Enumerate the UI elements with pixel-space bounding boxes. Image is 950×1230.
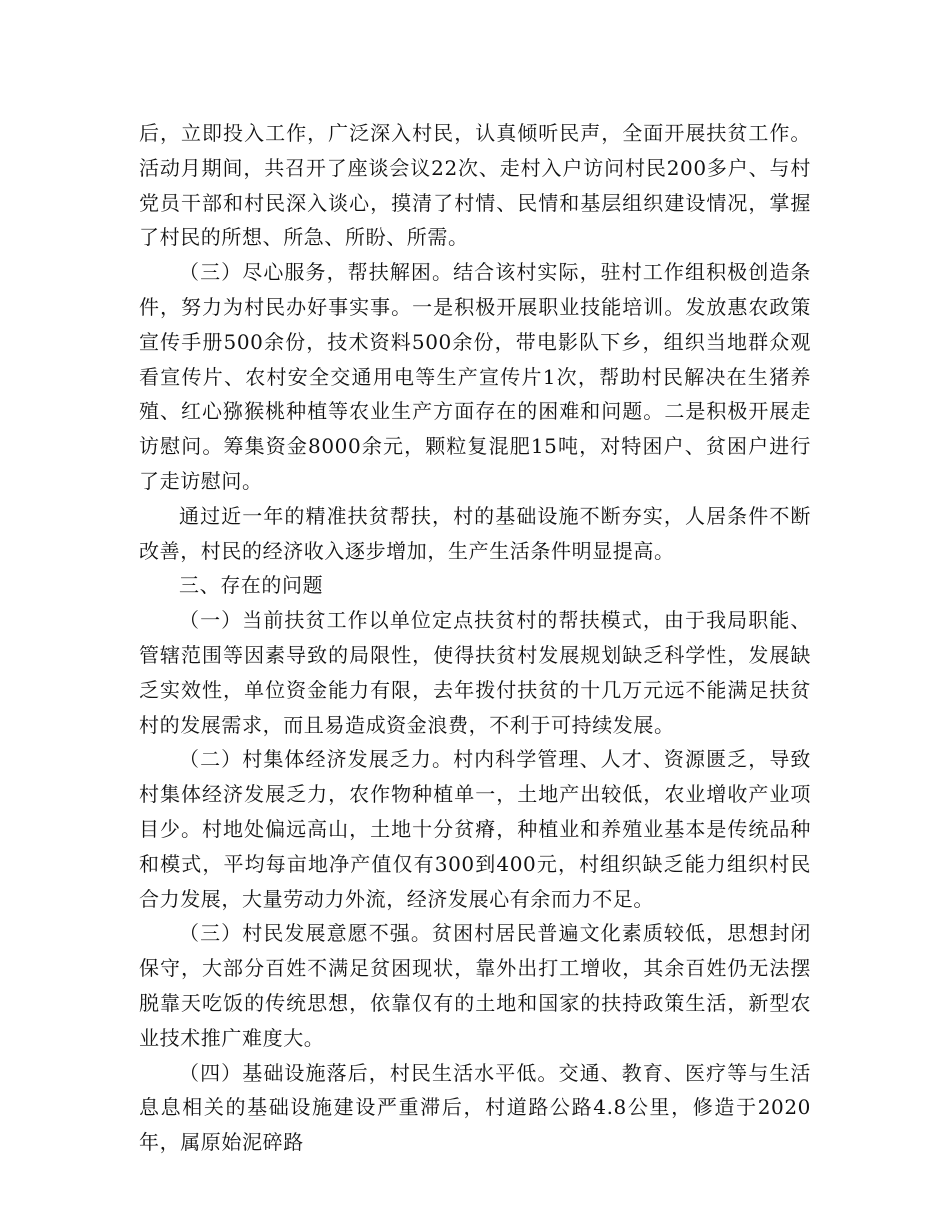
paragraph-problem-one: （一）当前扶贫工作以单位定点扶贫村的帮扶模式，由于我局职能、管辖范围等因素导致的局限性，使得扶贫村发展规划缺乏科学性，发展缺乏实效性，单位资金能力有限，去年拨付扶贫的十几万元远不能满足扶贫村的发展需求，而且易造成资金浪费，不利于可持续发展。 <box>139 608 811 737</box>
paragraph-problem-two: （二）村集体经济发展乏力。村内科学管理、人才、资源匮乏，导致村集体经济发展乏力，农作物种植单一，土地产出较低，农业增收产业项目少。村地处偏远高山，土地十分贫瘠，种植业和养殖业基本是传统品种和模式，平均每亩地净产值仅有300到400元，村组织缺乏能力组织村民合力发展，大量劳动力外流，经济发展心有余而力不足。 <box>139 747 811 911</box>
section-heading-problems: 三、存在的问题 <box>179 573 324 598</box>
paragraph-continuation: 后，立即投入工作，广泛深入村民，认真倾听民声，全面开展扶贫工作。活动月期间，共召开了座谈会议22次、走村入户访问村民200多户、与村党员干部和村民深入谈心，摸清了村情、民情和基层组织建设情况，掌握了村民的所想、所急、所盼、所需。 <box>139 121 811 250</box>
paragraph-problem-three: （三）村民发展意愿不强。贫困村居民普遍文化素质较低，思想封闭保守，大部分百姓不满足贫困现状，靠外出打工增收，其余百姓仍无法摆脱靠天吃饭的传统思想，依靠仅有的土地和国家的扶持政策生活，新型农业技术推广难度大。 <box>139 921 811 1050</box>
document-body <box>139 116 811 1160</box>
paragraph-problem-four: （四）基础设施落后，村民生活水平低。交通、教育、医疗等与生活息息相关的基础设施建设严重滞后，村道路公路4.8公里，修造于2020年，属原始泥碎路 <box>139 1060 811 1155</box>
paragraph-section-three-service: （三）尽心服务，帮扶解困。结合该村实际，驻村工作组积极创造条件，努力为村民办好事实事。一是积极开展职业技能培训。发放惠农政策宣传手册500余份，技术资料500余份，带电影队下乡，组织当地群众观看宣传片、农村安全交通用电等生产宣传片1次，帮助村民解决在生猪养殖、红心猕猴桃种植等农业生产方面存在的困难和问题。二是积极开展走访慰问。筹集资金8000余元，颗粒复混肥15吨，对特困户、贫困户进行了走访慰问。 <box>139 260 811 493</box>
paragraph-summary: 通过近一年的精准扶贫帮扶，村的基础设施不断夯实，人居条件不断改善，村民的经济收入逐步增加，生产生活条件明显提高。 <box>139 503 811 563</box>
